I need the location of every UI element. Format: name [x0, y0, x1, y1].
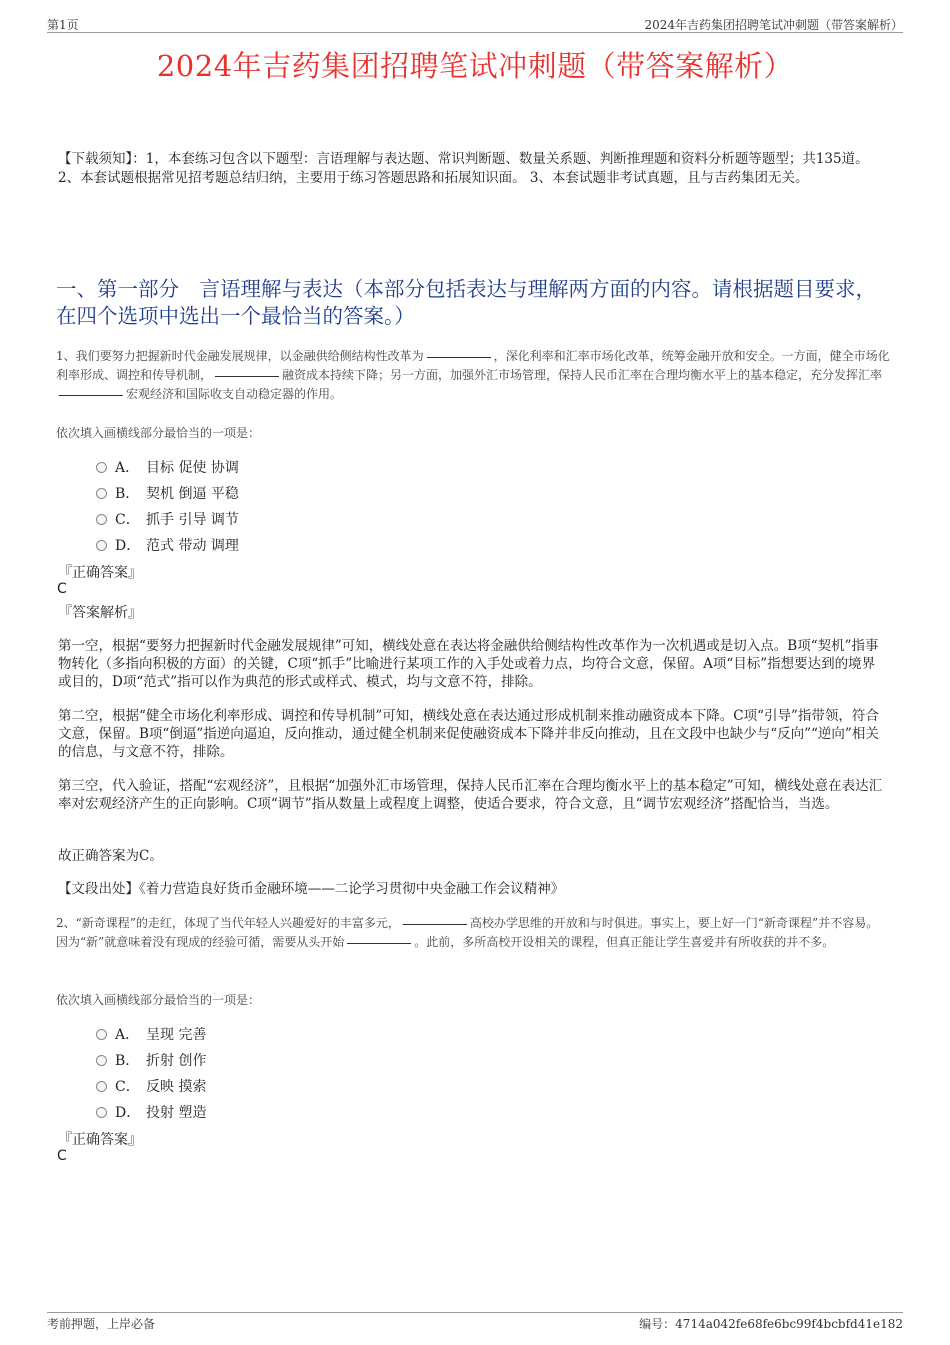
option-key: B． — [115, 1053, 140, 1069]
analysis-conclusion: 故正确答案为C。 — [58, 848, 163, 864]
blank — [427, 356, 491, 358]
header-doc-title: 2024年吉药集团招聘笔试冲刺题（带答案解析） — [644, 18, 903, 32]
option-key: C． — [115, 512, 140, 528]
radio-icon[interactable] — [96, 462, 107, 473]
question-1-text — [56, 347, 890, 404]
radio-icon[interactable] — [96, 1081, 107, 1092]
q1-part3: 融资成本持续下降；另一方面，加强外汇市场管理，保持人民币汇率在合理均衡水平上的基本稳定，充分发挥汇率 — [282, 368, 883, 382]
radio-icon[interactable] — [96, 514, 107, 525]
footer-slogan: 考前押题，上岸必备 — [47, 1317, 156, 1331]
blank — [215, 375, 279, 377]
option-key: D． — [115, 1105, 141, 1121]
option-text: 反映 摸索 — [146, 1079, 207, 1095]
answer-value: C — [57, 581, 67, 597]
q1-part2: ，深化利率和汇率市场化改革，统筹金融开放和安全。一方面，健全市场化利率形成、调控和传导机制， — [56, 349, 890, 382]
source-citation: 【文段出处】《着力营造良好货币金融环境——二论学习贯彻中央金融工作会议精神》 — [58, 881, 565, 897]
q2-part2: 高校办学思维的开放和与时俱进。事实上，要上好一门“新奇课程”并不容易。因为“新”就意味着没有现成的经验可循，需要从头开始 — [56, 916, 879, 949]
download-notice: 【下载须知】：1，本套练习包含以下题型：言语理解与表达题、常识判断题、数量关系题、判断推理题和资料分析题等题型；共135道。 2、本套试题根据常见招考题总结归纳，主要用于练习答题思路和拓展知识面。 3、本套试题非考试真题，且与吉药集团无关。 — [58, 151, 869, 186]
blank — [403, 923, 467, 925]
option-text: 目标 促使 协调 — [146, 460, 239, 476]
page-footer — [47, 1312, 903, 1331]
q2-part3: 。此前，多所高校开设相关的课程，但真正能让学生喜爱并有所收获的并不多。 — [414, 935, 835, 949]
blank — [347, 942, 411, 944]
page-number: 第1页 — [47, 18, 79, 32]
radio-icon[interactable] — [96, 488, 107, 499]
section-heading: 一、第一部分 言语理解与表达（本部分包括表达与理解两方面的内容。请根据题目要求，在四个选项中选出一个最恰当的答案。） — [56, 277, 876, 328]
option-key: A． — [115, 460, 140, 476]
q1-part1: 1、我们要努力把握新时代金融发展规律，以金融供给侧结构性改革为 — [56, 349, 424, 363]
analysis-paragraph-2: 第二空，根据“健全市场化利率形成、调控和传导机制”可知，横线处意在表达通过形成机制来推动融资成本下降。C项“引导”指带领，符合文意，保留。B项“倒逼”指逆向逼迫，反向推动，通过健全机制来促使融资成本下降并非反向推动，且在文段中也缺少与“反向”“逆向”相关的信息，与文意不符，排除。 — [58, 708, 879, 760]
radio-icon[interactable] — [96, 1029, 107, 1040]
answer-value: C — [57, 1148, 67, 1164]
answer-label: 『正确答案』 — [58, 565, 142, 581]
blank — [59, 394, 123, 396]
option-text: 范式 带动 调理 — [146, 538, 239, 554]
option-key: B． — [115, 486, 140, 502]
question-1-prompt: 依次填入画横线部分最恰当的一项是： — [56, 426, 261, 440]
option-text: 契机 倒逼 平稳 — [146, 486, 239, 502]
analysis-paragraph-3: 第三空，代入验证，搭配“宏观经济”，且根据“加强外汇市场管理，保持人民币汇率在合理均衡水平上的基本稳定”可知，横线处意在表达汇率对宏观经济产生的正向影响。C项“调节”指从数量上或程度上调整，使适合要求，符合文意，且“调节宏观经济”搭配恰当，当选。 — [58, 778, 883, 812]
page-header — [47, 14, 903, 33]
radio-icon[interactable] — [96, 1055, 107, 1066]
option-key: A． — [115, 1027, 140, 1043]
question-2-prompt: 依次填入画横线部分最恰当的一项是： — [56, 993, 261, 1007]
option-text: 呈现 完善 — [146, 1027, 207, 1043]
analysis-paragraph-1: 第一空，根据“要努力把握新时代金融发展规律”可知，横线处意在表达将金融供给侧结构性改革作为一次机遇或是切入点。B项“契机”指事物转化（多指向积极的方面）的关键，C项“抓手”比喻进行某项工作的入手处或着力点，均符合文意，保留。A项“目标”指想要达到的境界或目的，D项“范式”指可以作为典范的形式或样式、模式，均与文意不符，排除。 — [58, 638, 879, 690]
question-2-text — [56, 914, 890, 952]
q1-part4: 宏观经济和国际收支自动稳定器的作用。 — [126, 387, 343, 401]
document-title: 2024年吉药集团招聘笔试冲刺题（带答案解析） — [156, 49, 794, 83]
radio-icon[interactable] — [96, 540, 107, 551]
analysis-label: 『答案解析』 — [58, 605, 142, 621]
option-text: 抓手 引导 调节 — [146, 512, 239, 528]
q2-part1: 2、“新奇课程”的走红，体现了当代年轻人兴趣爱好的丰富多元， — [56, 916, 400, 930]
option-key: C． — [115, 1079, 140, 1095]
option-text: 折射 创作 — [146, 1053, 207, 1069]
option-text: 投射 塑造 — [146, 1105, 207, 1121]
answer-label: 『正确答案』 — [58, 1132, 142, 1148]
radio-icon[interactable] — [96, 1107, 107, 1118]
option-key: D． — [115, 538, 141, 554]
footer-serial: 编号：4714a042fe68fe6bc99f4bcbfd41e182 — [639, 1317, 903, 1331]
